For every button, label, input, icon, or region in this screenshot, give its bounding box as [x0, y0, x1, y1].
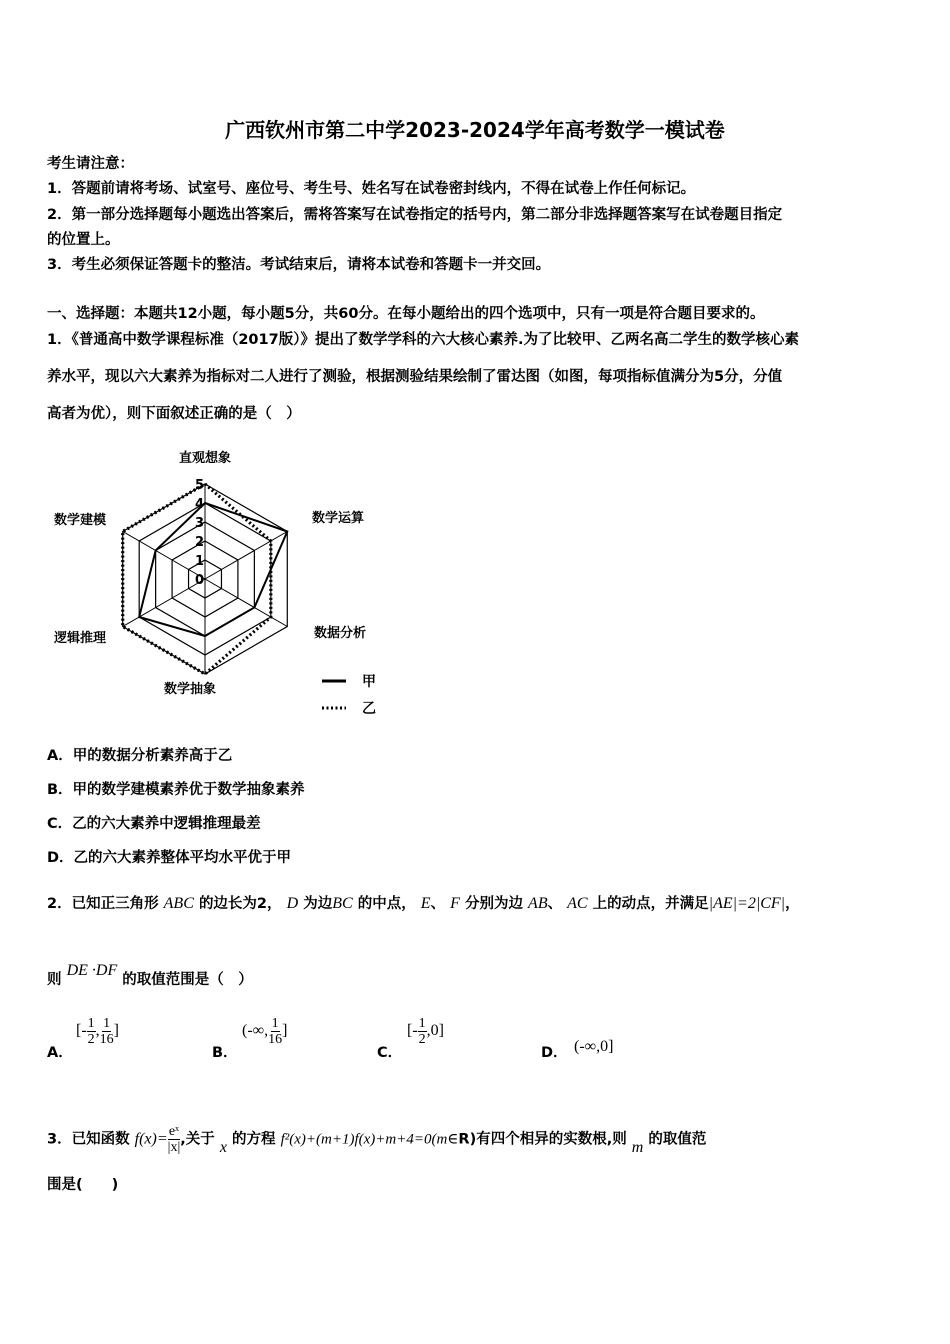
section-heading: 一、选择题：本题共12小题，每小题5分，共60分。在每小题给出的四个选项中，只有一项是符合题目要求的。 [47, 306, 765, 322]
q3-text: ,关于 [180, 1131, 215, 1148]
q2-text: 分别为边 [464, 896, 523, 912]
fraction-denominator: 16 [268, 1032, 283, 1047]
q1-option-b[interactable]: B．甲的数学建模素养优于数学抽象素养 [47, 782, 305, 798]
q3-number: 3．已知函数 [47, 1131, 130, 1148]
fraction [87, 1016, 96, 1047]
math-condition: |AE|=2|CF| [708, 895, 786, 912]
radar-axis-line [123, 579, 205, 627]
fraction [168, 1124, 181, 1155]
q2-option-a-label[interactable]: A． [47, 1045, 73, 1061]
math-fx: f(x)= [134, 1130, 168, 1148]
legend-label: 乙 [362, 701, 376, 717]
fraction-denominator: 16 [99, 1032, 114, 1047]
q2-text: ， [785, 896, 800, 912]
radar-axis-label: 直观想象 [178, 451, 232, 466]
q2-option-b-label[interactable]: B． [212, 1045, 238, 1061]
option-text: [- [76, 1022, 87, 1040]
legend-label: 甲 [362, 674, 376, 690]
math-f: F [450, 895, 460, 912]
fraction-numerator: 1 [103, 1016, 111, 1031]
q2-option-b-value[interactable] [242, 1016, 287, 1047]
q2-text: 为边 [303, 896, 333, 912]
math-ab: AB [528, 895, 548, 912]
radar-axis-label: 数学运算 [311, 511, 365, 526]
option-text: ] [282, 1022, 288, 1040]
math-equation: f²(x)+(m+1)f(x)+m+4=0(m∈ [280, 1131, 459, 1148]
fraction [268, 1016, 282, 1047]
q2-line-1 [47, 892, 800, 913]
q1-option-a[interactable]: A．甲的数据分析素养高于乙 [47, 748, 233, 764]
radar-tick-label: 5 [194, 478, 204, 493]
q1-option-c[interactable]: C．乙的六大素养中逻辑推理最差 [47, 816, 261, 832]
radar-tick-label: 0 [194, 573, 204, 588]
math-abc: ABC [163, 895, 194, 912]
radar-axis-label: 数学抽象 [163, 682, 217, 697]
radar-series-jia [139, 503, 287, 636]
radar-axis-line [123, 532, 205, 580]
page-title: 广西钦州市第二中学2023-2024学年高考数学一模试卷 [225, 118, 725, 142]
q3-text: 的方程 [232, 1131, 276, 1148]
notice-heading: 考生请注意： [47, 156, 134, 172]
radar-axis-line [205, 532, 287, 580]
q2-text: 上的动点，并满足 [592, 896, 709, 912]
math-x: x [219, 1138, 227, 1156]
option-text: (-∞, [242, 1022, 269, 1040]
q1-line-3: 高者为优），则下面叙述正确的是（ ） [47, 406, 301, 422]
q2-option-c-value[interactable] [407, 1016, 444, 1047]
option-text: , [95, 1022, 100, 1040]
option-text: [- [407, 1022, 418, 1040]
q2-text: 的取值范围是（ ） [122, 972, 253, 988]
q2-text: 的边长为2， [198, 896, 282, 912]
q3-text: R) [458, 1131, 477, 1148]
math-bc: BC [332, 895, 353, 912]
q3-line-2: 围是( ) [47, 1177, 119, 1193]
notice-item-1: 1．答题前请将考场、试室号、座位号、考生号、姓名写在试卷密封线内，不得在试卷上作任何标记。 [47, 181, 696, 197]
q2-text: 的中点， [357, 896, 416, 912]
fraction-denominator: 2 [87, 1032, 95, 1047]
fraction-numerator: 1 [87, 1016, 95, 1031]
option-text: ,0] [426, 1022, 444, 1040]
radar-axis-label: 数据分析 [313, 626, 367, 641]
q3-line-1 [47, 1124, 706, 1155]
fraction [418, 1016, 427, 1047]
q2-option-d-value[interactable]: (-∞,0] [574, 1038, 614, 1055]
fraction-numerator: eˣ [168, 1124, 180, 1139]
radar-tick-label: 2 [194, 535, 204, 550]
fraction-numerator: 1 [418, 1016, 426, 1031]
radar-tick-label: 3 [194, 516, 204, 531]
math-e: E [420, 895, 431, 912]
radar-tick-label: 1 [194, 554, 204, 569]
radar-chart [40, 440, 390, 720]
math-d: D [286, 895, 299, 912]
q3-text: 的取值范 [648, 1131, 707, 1148]
math-m: m [631, 1138, 644, 1156]
q1-line-1: 1．《普通高中数学课程标准（2017版）》提出了数学学科的六大核心素养.为了比较甲、乙两名高二学生的数学核心素 [47, 332, 799, 348]
notice-item-2-cont: 的位置上。 [47, 232, 120, 248]
radar-tick-label: 4 [194, 497, 204, 512]
fraction-numerator: 1 [271, 1016, 279, 1031]
q2-number: 2．已知正三角形 [47, 896, 159, 912]
notice-item-3: 3．考生必须保证答题卡的整洁。考试结束后，请将本试卷和答题卡一并交回。 [47, 257, 551, 273]
radar-axis-label: 数学建模 [53, 513, 107, 528]
q2-line-2 [47, 962, 253, 989]
radar-axis-line [205, 579, 287, 627]
fraction [100, 1016, 114, 1047]
math-dot-product: DE ·DF [66, 962, 118, 979]
fraction-denominator: |x| [167, 1140, 181, 1155]
q2-text: 、 [430, 896, 446, 912]
q2-option-a-value[interactable] [76, 1016, 119, 1047]
q2-text: 则 [47, 972, 62, 988]
notice-item-2: 2．第一部分选择题每小题选出答案后，需将答案写在试卷指定的括号内，第二部分非选择题答案写在试卷题目指定 [47, 207, 783, 223]
fraction-denominator: 2 [418, 1032, 426, 1047]
q1-line-2: 养水平，现以六大素养为指标对二人进行了测验，根据测验结果绘制了雷达图（如图，每项指标值满分为5分，分值 [47, 369, 783, 385]
q2-option-d-label[interactable]: D． [541, 1045, 568, 1061]
q2-text: 、 [547, 896, 563, 912]
math-ac: AC [567, 895, 588, 912]
option-text: ] [113, 1022, 119, 1040]
q3-text: 有四个相异的实数根,则 [476, 1131, 627, 1148]
radar-axis-label: 逻辑推理 [53, 631, 107, 646]
q2-option-c-label[interactable]: C． [377, 1045, 403, 1061]
q1-option-d[interactable]: D．乙的六大素养整体平均水平优于甲 [47, 850, 292, 866]
